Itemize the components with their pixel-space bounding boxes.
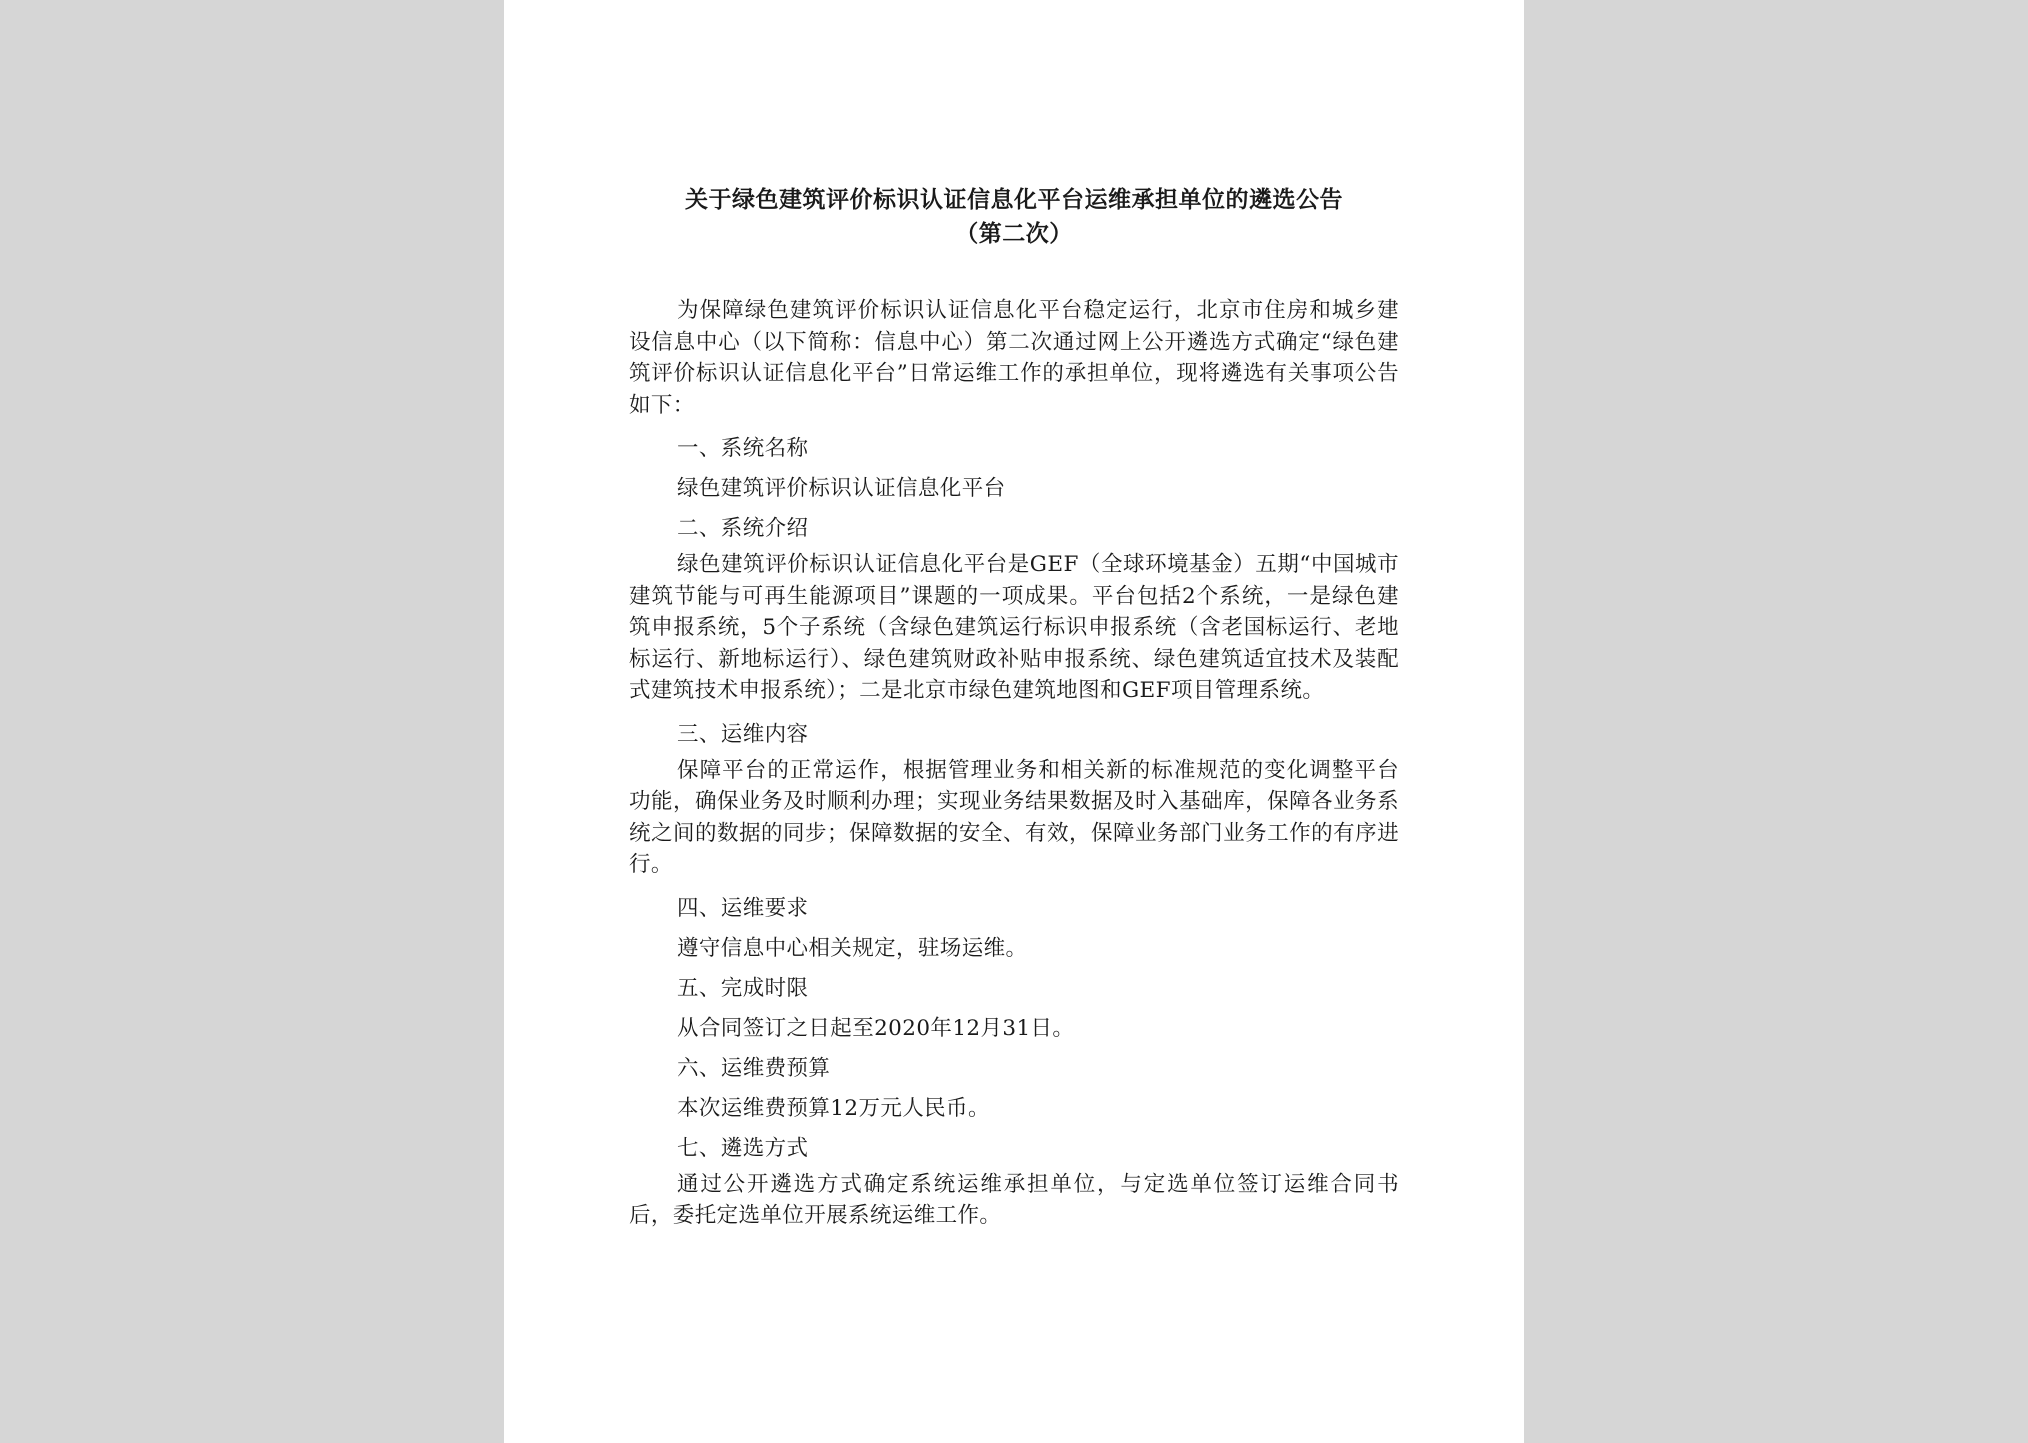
intro-paragraph: 为保障绿色建筑评价标识认证信息化平台稳定运行，北京市住房和城乡建设信息中心（以下简称：信息中心）第二次通过网上公开遴选方式确定“绿色建筑评价标识认证信息化平台”日常运维工作的承担单位，现将遴选有关事项公告如下： [629,298,1399,418]
section-2-text: 绿色建筑评价标识认证信息化平台是GEF（全球环境基金）五期“中国城市建筑节能与可再生能源项目”课题的一项成果。平台包括2个系统，一是绿色建筑申报系统，5个子系统（含绿色建筑运行标识申报系统（含老国标运行、老地标运行、新地标运行）、绿色建筑财政补贴申报系统、绿色建筑适宜技术及装配式建筑技术申报系统）；二是北京市绿色建筑地图和GEF项目管理系统。 [629,552,1399,703]
section-7-text: 通过公开遴选方式确定系统运维承担单位，与定选单位签订运维合同书后，委托定选单位开展系统运维工作。 [629,1171,1399,1228]
section-5-text: 从合同签订之日起至2020年12月31日。 [677,1015,1075,1041]
section-3-heading: 三、运维内容 [677,721,809,747]
section-1-heading: 一、系统名称 [677,436,809,461]
section-1-text: 绿色建筑评价标识认证信息化平台 [677,476,1006,501]
title-line-2: （第二次） [955,221,1073,247]
section-4-heading: 四、运维要求 [677,895,809,921]
section-3-text: 保障平台的正常运作，根据管理业务和相关新的标准规范的变化调整平台功能，确保业务及时顺利办理；实现业务结果数据及时入基础库，保障各业务系统之间的数据的同步；保障数据的安全、有效，保障业务部门业务工作的有序进行。 [629,757,1399,877]
document-page [504,0,1524,1443]
section-2-heading: 二、系统介绍 [677,516,809,541]
document-title [629,183,1399,251]
document-body [629,295,1399,1232]
section-6-text: 本次运维费预算12万元人民币。 [677,1095,990,1121]
section-4-text: 遵守信息中心相关规定，驻场运维。 [677,935,1028,961]
page-content [629,183,1399,1232]
section-5-heading: 五、完成时限 [677,975,809,1001]
section-6-heading: 六、运维费预算 [677,1055,831,1081]
section-7-heading: 七、遴选方式 [677,1135,809,1161]
title-line-1: 关于绿色建筑评价标识认证信息化平台运维承担单位的遴选公告 [685,187,1343,213]
